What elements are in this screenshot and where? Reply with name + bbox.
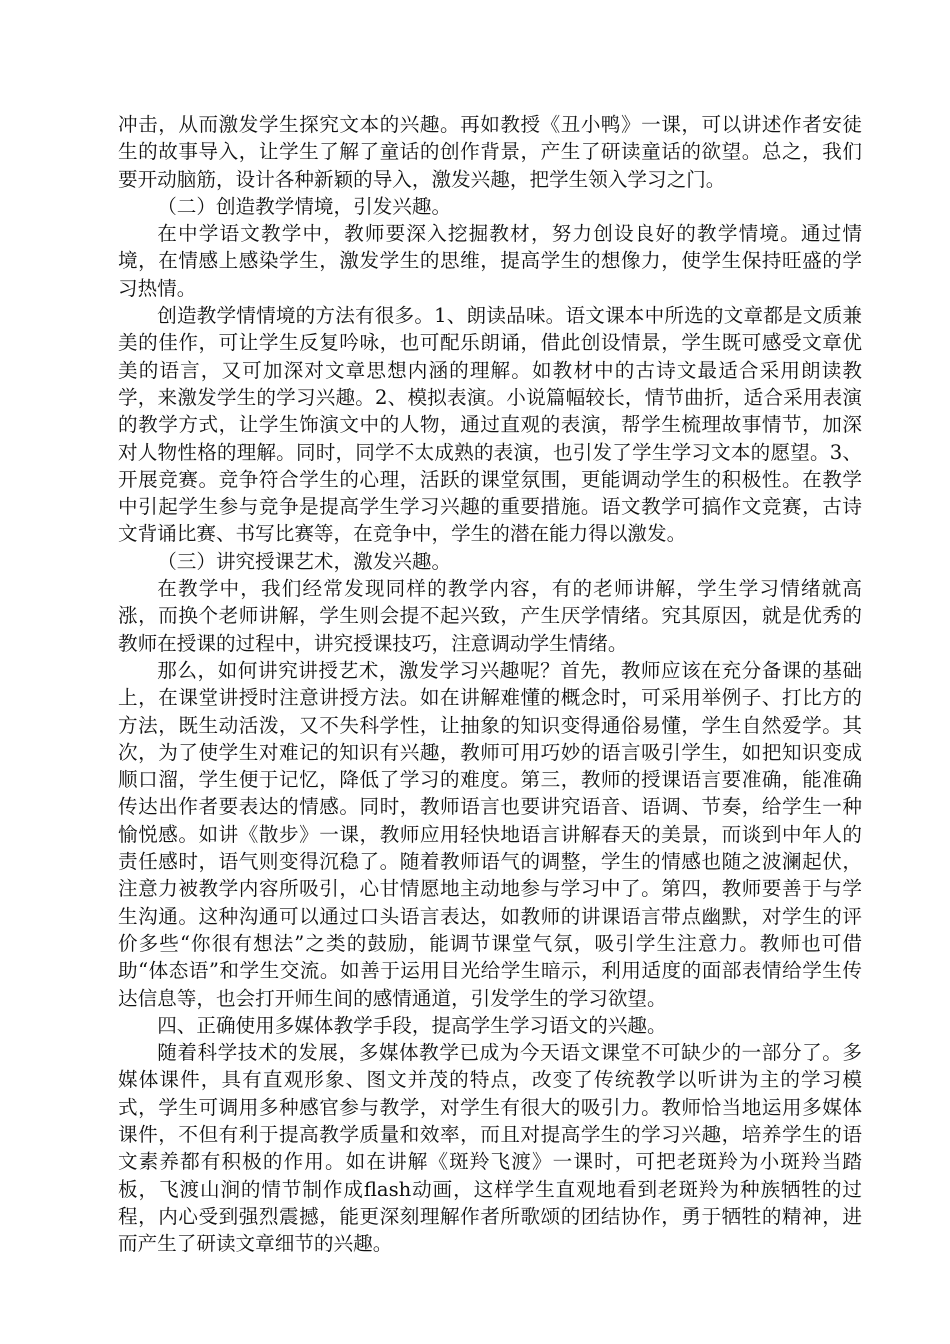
body-paragraph: 在教学中，我们经常发现同样的教学内容，有的老师讲解，学生学习情绪就高涨，而换个老师讲解，学生则会提不起兴致，产生厌学情绪。究其原因，就是优秀的教师在授课的过程中，讲究授课技巧，注意调动学生情绪。: [118, 577, 862, 655]
body-paragraph: 在中学语文教学中，教师要深入挖掘教材，努力创设良好的教学情境。通过情境，在情感上感染学生，激发学生的思维，提高学生的想像力，使学生保持旺盛的学习热情。: [118, 222, 862, 300]
body-paragraph: 创造教学情情境的方法有很多。1、朗读品味。语文课本中所选的文章都是文质兼美的佳作，可让学生反复吟咏，也可配乐朗诵，借此创设情景，学生既可感受文章优美的语言，又可加深对文章思想内涵的理解。如教材中的古诗文最适合采用朗读教学，来激发学生的学习兴趣。2、模拟表演。小说篇幅较长，情节曲折，适合采用表演的教学方式，让学生饰演文中的人物，通过直观的表演，帮学生梳理故事情节，加深对人物性格的理解。同时，同学不太成熟的表演，也引发了学生学习文本的愿望。3、开展竞赛。竞争符合学生的心理，活跃的课堂氛围，更能调动学生的积极性。在教学中引起学生参与竞争是提高学生学习兴趣的重要措施。语文教学可搞作文竞赛，古诗文背诵比赛、书写比赛等，在竞争中，学生的潜在能力得以激发。: [118, 304, 862, 546]
section-heading-2: （二）创造教学情境，引发兴趣。: [157, 194, 452, 218]
body-paragraph: 随着科学技术的发展，多媒体教学已成为今天语文课堂不可缺少的一部分了。多媒体课件，具有直观形象、图文并茂的特点，改变了传统教学以听讲为主的学习模式，学生可调用多种感官参与教学，对学生有很大的吸引力。教师恰当地运用多媒体课件，不但有利于提高教学质量和效率，而且对提高学生的学习兴趣，培养学生的语文素养都有积极的作用。如在讲解《斑羚飞渡》一课时，可把老斑羚为小斑羚当踏板，飞渡山涧的情节制作成flash动画，这样学生直观地看到老斑羚为种族牺牲的过程，内心受到强烈震撼，能更深刻理解作者所歌颂的团结协作，勇于牺牲的精神，进而产生了研读文章细节的兴趣。: [118, 1041, 862, 1256]
section-heading-3: （三）讲究授课艺术，激发兴趣。: [157, 549, 452, 573]
body-paragraph: 那么，如何讲究讲授艺术，激发学习兴趣呢？首先，教师应该在充分备课的基础上，在课堂讲授时注意讲授方法。如在讲解难懂的概念时，可采用举例子、打比方的方法，既生动活泼，又不失科学性，让抽象的知识变得通俗易懂，学生自然爱学。其次，为了使学生对难记的知识有兴趣，教师可用巧妙的语言吸引学生，如把知识变成顺口溜，学生便于记忆，降低了学习的难度。第三，教师的授课语言要准确，能准确传达出作者要表达的情感。同时，教师语言也要讲究语音、语调、节奏，给学生一种愉悦感。如讲《散步》一课，教师应用轻快地语言讲解春天的美景，而谈到中年人的责任感时，语气则变得沉稳了。随着教师语气的调整，学生的情感也随之波澜起伏，注意力被教学内容所吸引，心甘情愿地主动地参与学习中了。第四，教师要善于与学生沟通。这种沟通可以通过口头语言表达，如教师的讲课语言带点幽默，对学生的评价多些“你很有想法”之类的鼓励，能调节课堂气氛，吸引学生注意力。教师也可借助“体态语”和学生交流。如善于运用目光给学生暗示，利用适度的面部表情给学生传达信息等，也会打开师生间的感情通道，引发学生的学习欲望。: [118, 658, 862, 1010]
section-heading-4: 四、正确使用多媒体教学手段，提高学生学习语文的兴趣。: [157, 1013, 667, 1037]
document-page: [118, 111, 862, 1257]
paragraph-continuation: 冲击，从而激发学生探究文本的兴趣。再如教授《丑小鸭》一课，可以讲述作者安徒生的故事导入，让学生了解了童话的创作背景，产生了研读童话的欲望。总之，我们要开动脑筋，设计各种新颖的导入，激发兴趣，把学生领入学习之门。: [118, 113, 862, 191]
